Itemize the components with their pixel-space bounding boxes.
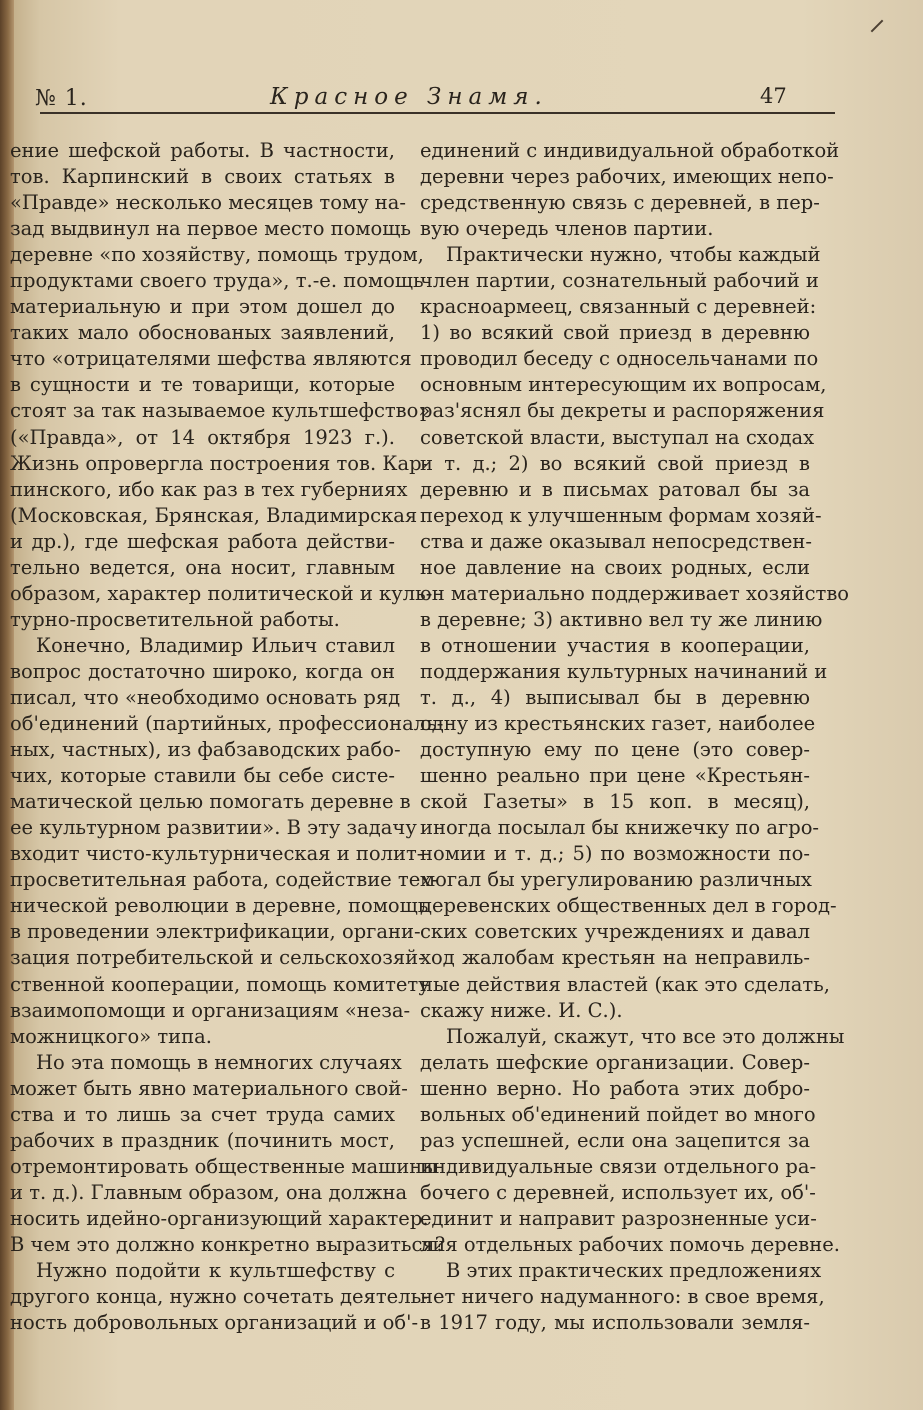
text-line: Конечно, Владимир Ильич ставил — [36, 633, 395, 657]
text-line: турно-просветительной работы. — [10, 607, 340, 631]
text-line: проводил беседу с односельчанами по — [420, 347, 819, 371]
text-line: поддержания культурных начинаний и — [420, 659, 828, 683]
text-line: т. д., 4) выписывал бы в деревню — [420, 685, 810, 709]
text-line: рабочих в праздник (починить мост, — [10, 1128, 395, 1152]
text-line: чих, которые ставили бы себе систе- — [10, 764, 395, 788]
text-line: бочего с деревней, использует их, об'- — [420, 1180, 816, 1204]
text-line: ность добровольных организаций и об'- — [10, 1311, 419, 1335]
text-line: шенно верно. Но работа этих добро- — [420, 1076, 810, 1100]
text-line: он материально поддерживает хозяйство — [420, 581, 850, 605]
text-line: об'единений (партийных, профессиональ- — [10, 712, 444, 736]
text-line: иногда посылал бы книжечку по агро- — [420, 816, 820, 840]
text-line: Нужно подойти к культшефству с — [36, 1259, 395, 1283]
text-line: шенно реально при цене «Крестьян- — [420, 764, 810, 788]
text-line: и др.), где шефская работа действи- — [10, 529, 395, 553]
text-line: Жизнь опровергла построения тов. Кар- — [10, 451, 429, 475]
text-line: продуктами своего труда», т.-е. помощь — [10, 269, 424, 293]
text-line: в сущности и те товарищи, которые — [10, 373, 395, 397]
text-line: материальную и при этом дошел до — [10, 295, 395, 319]
text-line: в 1917 году, мы использовали земля- — [420, 1311, 810, 1335]
text-line: член партии, сознательный рабочий и — [420, 269, 819, 293]
text-line: В этих практических предложениях — [446, 1259, 822, 1283]
text-line: ства и даже оказывал непосредствен- — [420, 529, 812, 553]
text-line: ской Газеты» в 15 коп. в месяц), — [420, 790, 810, 814]
text-line: единит и направит разрозненные уси- — [420, 1206, 817, 1230]
text-line: входит чисто-культурническая и полит- — [10, 842, 424, 866]
text-line: тов. Карпинский в своих статьях в — [10, 165, 395, 189]
left-text-column — [10, 138, 446, 1336]
text-line: ных, частных), из фабзаводских рабо- — [10, 738, 401, 762]
text-line: средственную связь с деревней, в пер- — [420, 191, 820, 215]
text-line: ход жалобам крестьян на неправиль- — [420, 946, 810, 970]
text-line: ение шефской работы. В частности, — [10, 139, 395, 162]
text-line: переход к улучшенным формам хозяй- — [420, 503, 822, 527]
text-line: вую очередь членов партии. — [420, 217, 714, 241]
text-line: Практически нужно, чтобы каждый — [446, 243, 821, 267]
text-line: зад выдвинул на первое место помощь — [10, 217, 412, 241]
text-line: доступную ему по цене (это совер- — [420, 738, 810, 762]
text-line: другого конца, нужно сочетать деятель- — [10, 1285, 428, 1309]
text-line: В чем это должно конкретно выразиться? — [10, 1232, 446, 1256]
page-number: 47 — [760, 84, 787, 108]
text-line: можницкого» типа. — [10, 1024, 212, 1048]
header-rule — [40, 112, 835, 114]
issue-number: № 1. — [35, 86, 88, 111]
text-line: таких мало обоснованых заявлений, — [10, 321, 395, 345]
text-line: деревни через рабочих, имеющих непо- — [420, 165, 834, 189]
journal-title: Красное Знамя. — [270, 84, 548, 110]
text-line: «Правде» несколько месяцев тому на- — [10, 191, 406, 215]
text-line: носить идейно-организующий характер. — [10, 1206, 429, 1230]
right-text-column — [420, 138, 850, 1336]
text-line: пинского, ибо как раз в тех губерниях — [10, 477, 408, 501]
text-line: индивидуальные связи отдельного ра- — [420, 1154, 817, 1178]
text-line: тельно ведется, она носит, главным — [10, 555, 395, 579]
text-line: образом, характер политической и куль- — [10, 581, 433, 605]
text-line: вопрос достаточно широко, когда он — [10, 659, 395, 683]
text-line: раз успешней, если она зацепится за — [420, 1128, 810, 1152]
text-line: ее культурном развитии». В эту задачу — [10, 816, 417, 840]
text-line: ное давление на своих родных, если — [420, 555, 810, 579]
text-line: ственной кооперации, помощь комитету — [10, 972, 430, 996]
text-line: советской власти, выступал на сходах — [420, 425, 815, 449]
text-line: единений с индивидуальной обработкой — [420, 139, 840, 162]
text-line: отремонтировать общественные машины — [10, 1154, 438, 1178]
text-line: стоят за так называемое культшефство» — [10, 399, 431, 423]
text-line: могал бы урегулированию различных — [420, 868, 812, 892]
text-line: что «отрицателями шефства являются — [10, 347, 412, 371]
text-line: одну из крестьянских газет, наиболее — [420, 712, 816, 736]
text-line: и т. д.). Главным образом, она должна — [10, 1180, 408, 1204]
text-line: может быть явно материального свой- — [10, 1076, 408, 1100]
text-line: (Московская, Брянская, Владимирская — [10, 503, 418, 527]
text-line: в деревне; 3) активно вел ту же линию — [420, 607, 823, 631]
running-header — [30, 80, 800, 110]
text-line: в отношении участия в кооперации, — [420, 633, 810, 657]
text-line: раз'яснял бы декреты и распоряжения — [420, 399, 825, 423]
text-line: («Правда», от 14 октября 1923 г.). — [10, 425, 395, 449]
corner-mark — [871, 20, 884, 33]
text-line: взаимопомощи и организациям «неза- — [10, 998, 411, 1022]
text-line: деревню и в письмах ратовал бы за — [420, 477, 810, 501]
text-line: нической революции в деревне, помощь — [10, 894, 429, 918]
text-line: просветительная работа, содействие тех- — [10, 868, 438, 892]
text-line: делать шефские организации. Совер- — [420, 1050, 810, 1074]
text-line: и т. д.; 2) во всякий свой приезд в — [420, 451, 810, 475]
text-line: писал, что «необходимо основать ряд — [10, 685, 401, 709]
text-line: деревенских общественных дел в город- — [420, 894, 837, 918]
text-line: деревне «по хозяйству, помощь трудом, — [10, 243, 424, 267]
text-line: красноармеец, связанный с деревней: — [420, 295, 817, 319]
text-line: зация потребительской и сельскохозяй- — [10, 946, 425, 970]
text-line: нет ничего надуманного: в свое время, — [420, 1285, 825, 1309]
text-line: ные действия властей (как это сделать, — [420, 972, 830, 996]
text-line: в проведении электрификации, органи- — [10, 920, 421, 944]
text-line: 1) во всякий свой приезд в деревню — [420, 321, 810, 345]
text-line: Но эта помощь в немногих случаях — [36, 1050, 402, 1074]
text-line: скажу ниже. И. С.). — [420, 998, 623, 1022]
text-line: лия отдельных рабочих помочь деревне. — [420, 1232, 840, 1256]
text-line: матической целью помогать деревне в — [10, 790, 411, 814]
text-line: вольных об'единений пойдет во много — [420, 1102, 816, 1126]
text-line: ства и то лишь за счет труда самих — [10, 1102, 395, 1126]
text-line: ских советских учреждениях и давал — [420, 920, 810, 944]
text-line: основным интересующим их вопросам, — [420, 373, 827, 397]
text-line: Пожалуй, скажут, что все это должны — [446, 1024, 845, 1048]
text-line: номии и т. д.; 5) по возможности по- — [420, 842, 810, 866]
